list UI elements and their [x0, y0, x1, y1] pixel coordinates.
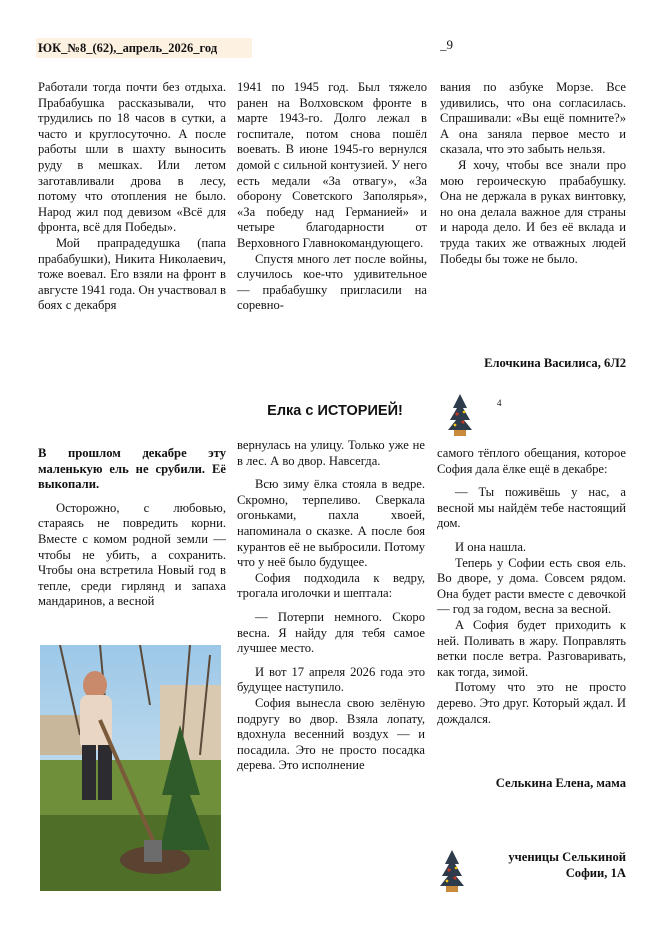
paragraph: Я хочу, чтобы все знали про мою героическую прабабушку. Она не держала в руках винтовку, но она делала важное для страны и народа дело. И без её вклада и труда таких же отважных людей Победы бы тоже не было.: [440, 157, 626, 266]
article2-signature: Селькина Елена, мама: [495, 776, 626, 790]
article2-column3: [437, 446, 626, 727]
paragraph: А София будет приходить к ней. Поливать в жару. Поправлять ветки после ветра. Разговаривать, как тогда, зимой.: [437, 617, 626, 679]
issue-header: ЮК_№8_(62),_апрель_2026_год: [36, 38, 252, 58]
paragraph: самого тёплого обещания, которое София дала ёлке ещё в декабре:: [437, 446, 626, 476]
article2-column1: [38, 446, 226, 610]
paragraph: вания по азбуке Морзе. Все удивились, что она согласилась. Спрашивали: «Вы ещё помните?» А она заняла первое место и сказала, что это забыть нельзя.: [440, 80, 626, 157]
article1-column1: [38, 80, 226, 314]
paragraph: Осторожно, с любовью, стараясь не повредить корни. Вместе с комом родной земли — чтобы не убить, а сохранить. Чтобы она встретила Новый год в тепле, среди гирлянд и запаха мандаринов, а весной: [38, 500, 226, 609]
article1-signature: Елочкина Василиса, 6Л2: [484, 356, 626, 370]
paragraph: Теперь у Софии есть своя ель. Во дворе, у дома. Совсем рядом. Она будет расти вместе с девочкой — год за годом, весна за весной.: [437, 555, 626, 617]
paragraph: Работали тогда почти без отдыха. Прабабушка рассказывали, что трудились по 18 часов в сутки, а часто и круглосуточно. А после работы шли в шахту выносить руду в мешках. Или летом заготавливали дрова в лесу, потому что отопления не было. Народ жил под девизом «Всё для фронта, всё для Победы».: [38, 80, 226, 235]
paragraph: вернулась на улицу. Только уже не в лес. А во двор. Навсегда.: [237, 438, 425, 468]
paragraph: — Потерпи немного. Скоро весна. Я найду для тебя самое лучшее место.: [237, 609, 425, 656]
article1-column2: [237, 80, 427, 314]
paragraph: София подходила к ведру, трогала иголочки и шептала:: [237, 570, 425, 601]
paragraph: Всю зиму ёлка стояла в ведре. Скромно, терпеливо. Сверкала огоньками, пахла хвоей, напоминала о сказке. А после боя курантов её не выбросили. Потому что у неё было будущее.: [237, 477, 425, 570]
ornament-number: 4: [497, 398, 502, 408]
christmas-tree-icon: [445, 392, 475, 438]
student-name: Софии, 1А: [565, 866, 626, 880]
page-number: _9: [440, 37, 453, 52]
paragraph: София вынесла свою зелёную подругу во двор. Взяла лопату, вдохнула весенний воздух — и посадила. Это не просто посадка дерева. Это исполнение: [237, 695, 425, 773]
paragraph: Мой прапрадедушка (папа прабабушки), Никита Николаевич, тоже воевал. Его взяли на фронт в августе 1941 года. Он участвовал в боях с декабря: [38, 235, 226, 313]
christmas-tree-icon: [437, 848, 467, 894]
article-title: Елка с ИСТОРИЕЙ!: [267, 403, 403, 419]
paragraph: И вот 17 апреля 2026 года это будущее наступило.: [237, 664, 425, 695]
girl-planting-tree-photo: [40, 645, 221, 891]
article1-column3: [440, 80, 626, 267]
paragraph: Спустя много лет после войны, случилось кое-что удивительное — прабабушку пригласили на соревно-: [237, 251, 427, 313]
student-line: ученицы Селькиной: [508, 850, 626, 864]
paragraph: И она нашла.: [455, 539, 527, 554]
paragraph: 1941 по 1945 год. Был тяжело ранен на Волховском фронте в марте 1943-го. Долго лежал в госпитале, потом снова пошёл воевать. В июне 1945-го вернулся домой с сильной контузией. У него есть медали «За отвагу», «За оборону Советского Заполярья», «За победу над Германией» и четыре благодарности от Верховного Главнокомандующего.: [237, 80, 427, 250]
paragraph: Потому что это не просто дерево. Это друг. Который ждал. И дождался.: [437, 680, 626, 726]
paragraph: — Ты поживёшь у нас, а весной мы найдём тебе настоящий дом.: [437, 485, 626, 531]
lead-paragraph: В прошлом декабре эту маленькую ель не срубили. Её выкопали.: [38, 446, 226, 492]
article2-column2: [237, 438, 425, 774]
